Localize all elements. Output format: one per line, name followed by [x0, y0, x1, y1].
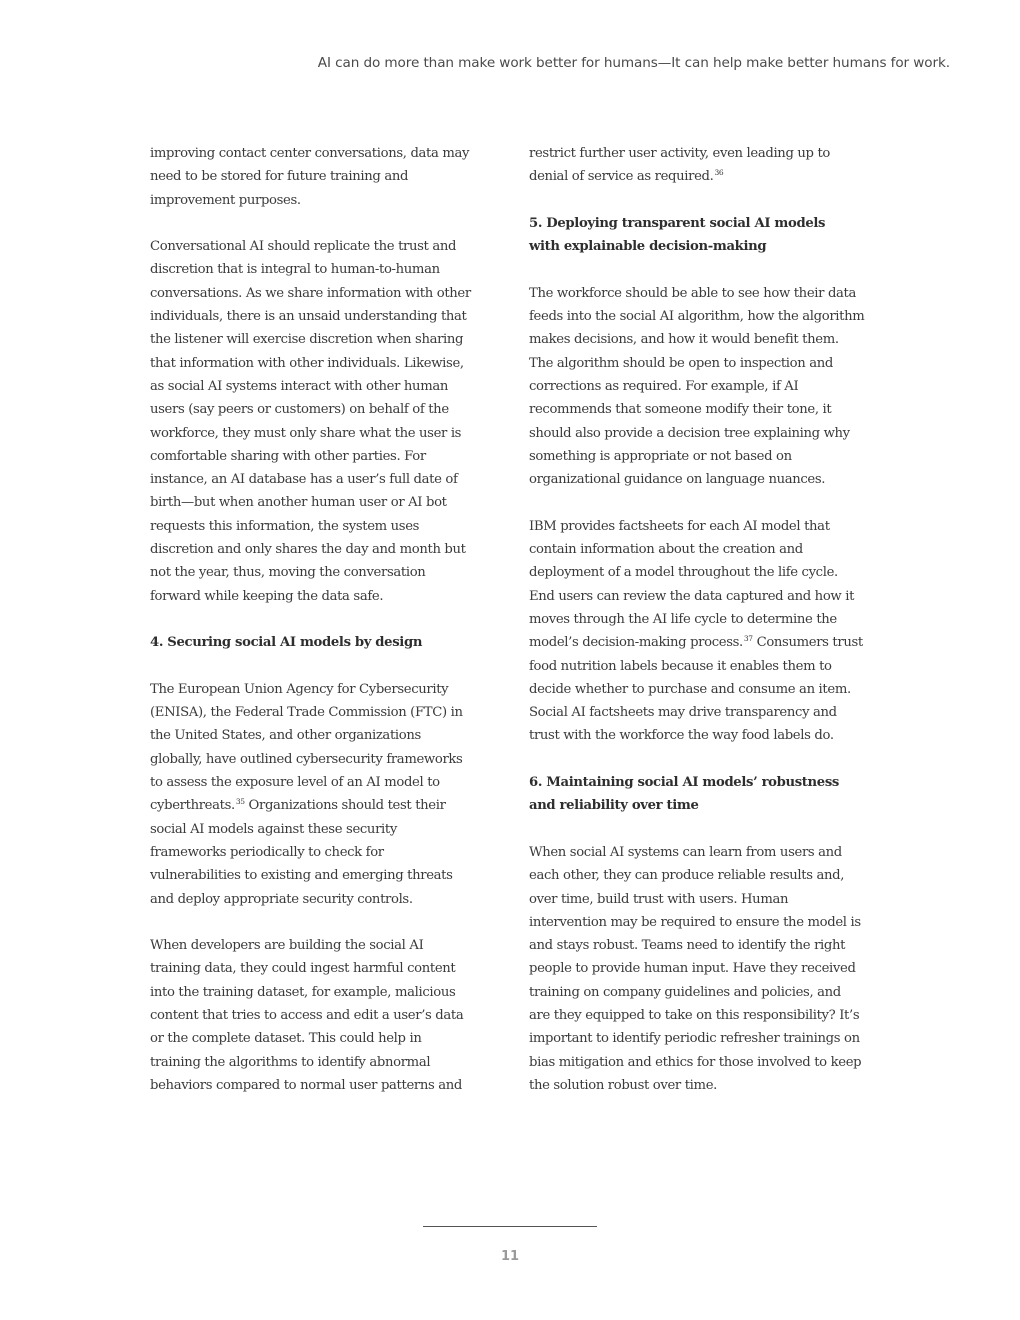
- heading-line: 6. Maintaining social AI models’ robustness: [529, 775, 839, 791]
- text-line: The workforce should be able to see how their data: [529, 285, 857, 301]
- right-column: [529, 142, 879, 1120]
- text-line: and deploy appropriate security controls.: [150, 891, 413, 907]
- left-column: [150, 142, 500, 1120]
- text-line: organizational guidance on language nuances.: [529, 472, 826, 488]
- text-line: training data, they could ingest harmful content: [150, 961, 456, 977]
- footnote-ref-37[interactable]: 37: [743, 634, 753, 644]
- text-line: users (say peers or customers) on behalf of the: [150, 402, 449, 418]
- text-line: into the training dataset, for example, malicious: [150, 984, 456, 1000]
- text-line: should also provide a decision tree explaining why: [529, 425, 850, 441]
- text-line: deployment of a model throughout the life cycle.: [529, 565, 838, 581]
- heading-line: 5. Deploying transparent social AI models: [529, 215, 826, 231]
- text-line: trust with the workforce the way food labels do.: [529, 728, 834, 744]
- text-line: the United States, and other organizations: [150, 728, 421, 744]
- text-line: intervention may be required to ensure the model is: [529, 914, 861, 930]
- section-heading-4: [150, 631, 500, 654]
- text-segment: model’s decision-making process.: [529, 635, 743, 651]
- paragraph-ibm-factsheets: [529, 515, 879, 748]
- text-line: restrict further user activity, even leading up to: [529, 146, 831, 161]
- text-line: End users can review the data captured and how it: [529, 588, 855, 604]
- running-header: AI can do more than make work better for humans—It can help make better humans for work.: [317, 55, 950, 71]
- text-line: birth—but when another human user or AI bot: [150, 495, 447, 511]
- text-line: over time, build trust with users. Human: [529, 891, 789, 907]
- text-line: When developers are building the social AI: [150, 938, 424, 954]
- text-line: When social AI systems can learn from users and: [529, 844, 842, 860]
- text-segment: denial of service as required.: [529, 169, 714, 185]
- heading-line: with explainable decision-making: [529, 239, 767, 255]
- text-line: The algorithm should be open to inspection and: [529, 355, 833, 371]
- page-number: 11: [500, 1249, 520, 1264]
- text-line: Conversational AI should replicate the trust and: [150, 239, 457, 255]
- text-line: makes decisions, and how it would benefit them.: [529, 332, 839, 348]
- text-line: behaviors compared to normal user patterns and: [150, 1077, 463, 1093]
- text-line: decide whether to purchase and consume an item.: [529, 681, 851, 697]
- text-line: training on company guidelines and policies, and: [529, 984, 841, 1000]
- footnote-ref-35[interactable]: 35: [235, 797, 245, 807]
- text-line: improvement purposes.: [150, 192, 301, 208]
- text-line: The European Union Agency for Cybersecurity: [150, 681, 449, 697]
- paragraph-enisa: [150, 678, 500, 911]
- text-line: each other, they can produce reliable results and,: [529, 868, 845, 884]
- text-line: to assess the exposure level of an AI model to: [150, 775, 440, 791]
- text-line: conversations. As we share information with other: [150, 285, 471, 301]
- text-line: recommends that someone modify their tone, it: [529, 402, 832, 418]
- text-line: as social AI systems interact with other human: [150, 378, 449, 394]
- text-line: not the year, thus, moving the conversation: [150, 565, 426, 581]
- text-line: need to be stored for future training and: [150, 169, 409, 185]
- text-line: discretion and only shares the day and month but: [150, 542, 466, 558]
- footnote-ref-36[interactable]: 36: [714, 168, 724, 178]
- text-line: social AI models against these security: [150, 821, 397, 837]
- text-line: vulnerabilities to existing and emerging threats: [150, 868, 453, 884]
- paragraph-restrict-activity: [529, 142, 879, 189]
- text-line: training the algorithms to identify abnormal: [150, 1054, 431, 1070]
- text-line: discretion that is integral to human-to-human: [150, 262, 440, 278]
- section-heading-6: [529, 771, 879, 818]
- text-line: or the complete dataset. This could help in: [150, 1031, 422, 1047]
- section-heading-5: [529, 212, 879, 259]
- text-line: IBM provides factsheets for each AI model that: [529, 518, 830, 534]
- text-line: instance, an AI database has a user’s full date of: [150, 472, 458, 488]
- heading-line: 4. Securing social AI models by design: [150, 635, 423, 651]
- text-line: bias mitigation and ethics for those involved to keep: [529, 1054, 862, 1070]
- text-line: content that tries to access and edit a user’s data: [150, 1007, 464, 1023]
- paragraph-conversational-ai: [150, 235, 500, 608]
- text-line: [529, 631, 879, 654]
- paragraph-developers: [150, 934, 500, 1097]
- text-line: important to identify periodic refresher trainings on: [529, 1031, 860, 1047]
- text-segment: Organizations should test their: [244, 798, 446, 814]
- text-line: requests this information, the system uses: [150, 518, 420, 534]
- text-line: globally, have outlined cybersecurity frameworks: [150, 751, 463, 767]
- paragraph-robustness: [529, 841, 879, 1097]
- text-segment: cyberthreats.: [150, 798, 235, 814]
- footer-divider: [423, 1226, 597, 1227]
- text-line: and stays robust. Teams need to identify the right: [529, 938, 846, 954]
- text-line: are they equipped to take on this responsibility? It’s: [529, 1007, 860, 1023]
- text-line: contain information about the creation and: [529, 542, 803, 558]
- text-line: individuals, there is an unsaid understanding that: [150, 309, 467, 325]
- text-line: the solution robust over time.: [529, 1077, 717, 1093]
- text-line: corrections as required. For example, if AI: [529, 378, 799, 394]
- text-line: frameworks periodically to check for: [150, 844, 384, 860]
- paragraph-contact-center: [150, 142, 500, 212]
- text-line: [150, 794, 500, 817]
- text-line: improving contact center conversations, data may: [150, 146, 470, 161]
- text-line: comfortable sharing with other parties. For: [150, 448, 426, 464]
- text-line: [529, 165, 879, 188]
- text-line: moves through the AI life cycle to determine the: [529, 611, 837, 627]
- text-line: the listener will exercise discretion when sharing: [150, 332, 464, 348]
- text-line: Social AI factsheets may drive transparency and: [529, 705, 837, 721]
- paragraph-workforce-transparency: [529, 282, 879, 492]
- text-line: that information with other individuals. Likewise,: [150, 355, 464, 371]
- text-line: something is appropriate or not based on: [529, 448, 792, 464]
- text-line: forward while keeping the data safe.: [150, 588, 384, 604]
- text-segment: Consumers trust: [752, 635, 863, 651]
- text-line: (ENISA), the Federal Trade Commission (FTC) in: [150, 705, 463, 721]
- text-line: food nutrition labels because it enables them to: [529, 658, 832, 674]
- heading-line: and reliability over time: [529, 798, 699, 814]
- text-line: workforce, they must only share what the user is: [150, 425, 462, 441]
- text-line: people to provide human input. Have they received: [529, 961, 856, 977]
- text-line: feeds into the social AI algorithm, how the algorithm: [529, 309, 865, 325]
